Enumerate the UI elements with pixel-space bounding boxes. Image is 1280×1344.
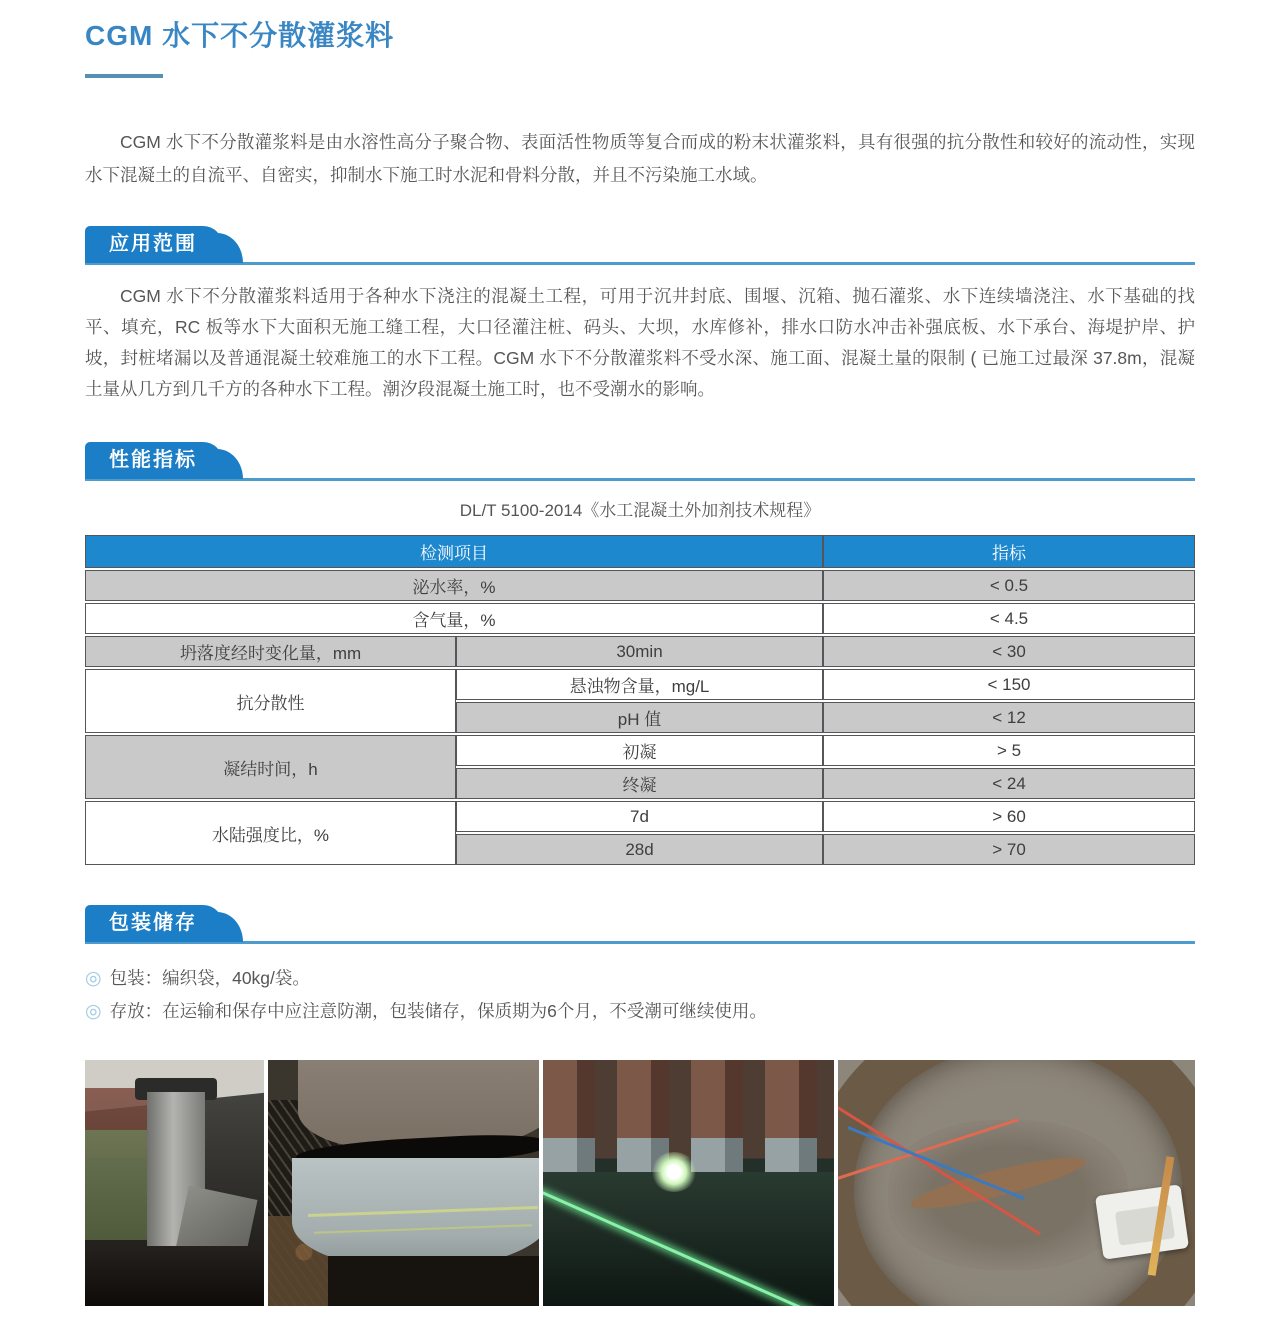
bullet-item (85, 962, 1195, 995)
table-row (85, 801, 1195, 832)
bullet-item (85, 995, 1195, 1028)
page-title: CGM 水下不分散灌浆料 (85, 20, 395, 51)
table-header-row (85, 535, 1195, 568)
row-sub-item: 28d (456, 834, 823, 865)
row-item: 水陆强度比，% (85, 801, 456, 865)
row-value: > 60 (823, 801, 1195, 832)
section-badge-packaging: 包装储存 (85, 905, 223, 942)
dark-base (85, 1246, 264, 1306)
row-value: > 70 (823, 834, 1195, 865)
title-underline (85, 74, 163, 78)
row-value: < 24 (823, 768, 1195, 799)
row-value: < 0.5 (823, 570, 1195, 601)
ring-bullet-icon: ◎ (85, 1001, 102, 1022)
section-head-packaging (85, 905, 1195, 944)
table-row (85, 603, 1195, 634)
row-value: < 150 (823, 669, 1195, 700)
photo-strip (85, 1060, 1195, 1306)
row-sub-item: 终凝 (456, 768, 823, 799)
row-sub-item: 30min (456, 636, 823, 667)
row-item: 泌水率，% (85, 570, 823, 601)
table-header-item: 检测项目 (85, 535, 823, 568)
table-header-index: 指标 (823, 535, 1195, 568)
bullet-text: 存放：在运输和保存中应注意防潮，包装储存，保质期为6个月，不受潮可继续使用。 (109, 1001, 767, 1021)
row-sub-item: 7d (456, 801, 823, 832)
work-light-glow (651, 1152, 697, 1192)
table-row (85, 669, 1195, 700)
bullet-text: 包装：编织袋，40kg/袋。 (109, 968, 310, 988)
underwater-pier-pipe-photo (85, 1060, 264, 1306)
row-value: < 12 (823, 702, 1195, 733)
ring-bullet-icon: ◎ (85, 968, 102, 989)
row-value: > 5 (823, 735, 1195, 766)
table-row (85, 636, 1195, 667)
page-content (85, 0, 1195, 1306)
muddy-caisson-pit-photo (838, 1060, 1195, 1306)
row-item: 凝结时间，h (85, 735, 456, 799)
row-item: 抗分散性 (85, 669, 456, 733)
standard-reference: DL/T 5100-2014《水工混凝土外加剂技术规程》 (459, 501, 821, 520)
bottom-shadow (328, 1256, 539, 1306)
night-piers-green-laser-photo (543, 1060, 834, 1306)
row-item: 坍落度经时变化量，mm (85, 636, 456, 667)
pipe-crack-repair-photo (268, 1060, 539, 1306)
performance-table (85, 533, 1195, 867)
row-value: < 4.5 (823, 603, 1195, 634)
packaging-bullets (85, 962, 1195, 1028)
section-badge-performance: 性能指标 (85, 442, 223, 479)
section-head-application (85, 226, 1195, 265)
application-paragraph: CGM 水下不分散灌浆料适用于各种水下浇注的混凝土工程，可用于沉井封底、围堰、沉箱、抛石灌浆、水下连续墙浇注、水下基础的找平、填充，RC 板等水下大面积无施工缝工程，大口径灌注桩、码头、大坝，水库修补，排水口防水冲击补强底板、水下承台、海堤护岸、护坡，封桩堵漏以及普通混凝土较难施工的水下工程。CGM 水下不分散灌浆料不受水深、施工面、混凝土量的限制 ( 已施工过最深 37.8m，混凝土量从几方到几千方的各种水下工程。潮汐段混凝土施工时，也不受潮水的影响。 (85, 286, 1195, 399)
intro-paragraph: CGM 水下不分散灌浆料是由水溶性高分子聚合物、表面活性物质等复合而成的粉末状灌浆料，具有很强的抗分散性和较好的流动性，实现水下混凝土的自流平、自密实，抑制水下施工时水泥和骨料分散，并且不污染施工水域。 (85, 132, 1195, 185)
table-row (85, 570, 1195, 601)
row-sub-item: 悬浊物含量，mg/L (456, 669, 823, 700)
table-row (85, 735, 1195, 766)
row-value: < 30 (823, 636, 1195, 667)
night-water (543, 1172, 834, 1306)
row-sub-item: pH 值 (456, 702, 823, 733)
row-item: 含气量，% (85, 603, 823, 634)
section-head-performance (85, 442, 1195, 481)
row-sub-item: 初凝 (456, 735, 823, 766)
section-badge-application: 应用范围 (85, 226, 223, 263)
